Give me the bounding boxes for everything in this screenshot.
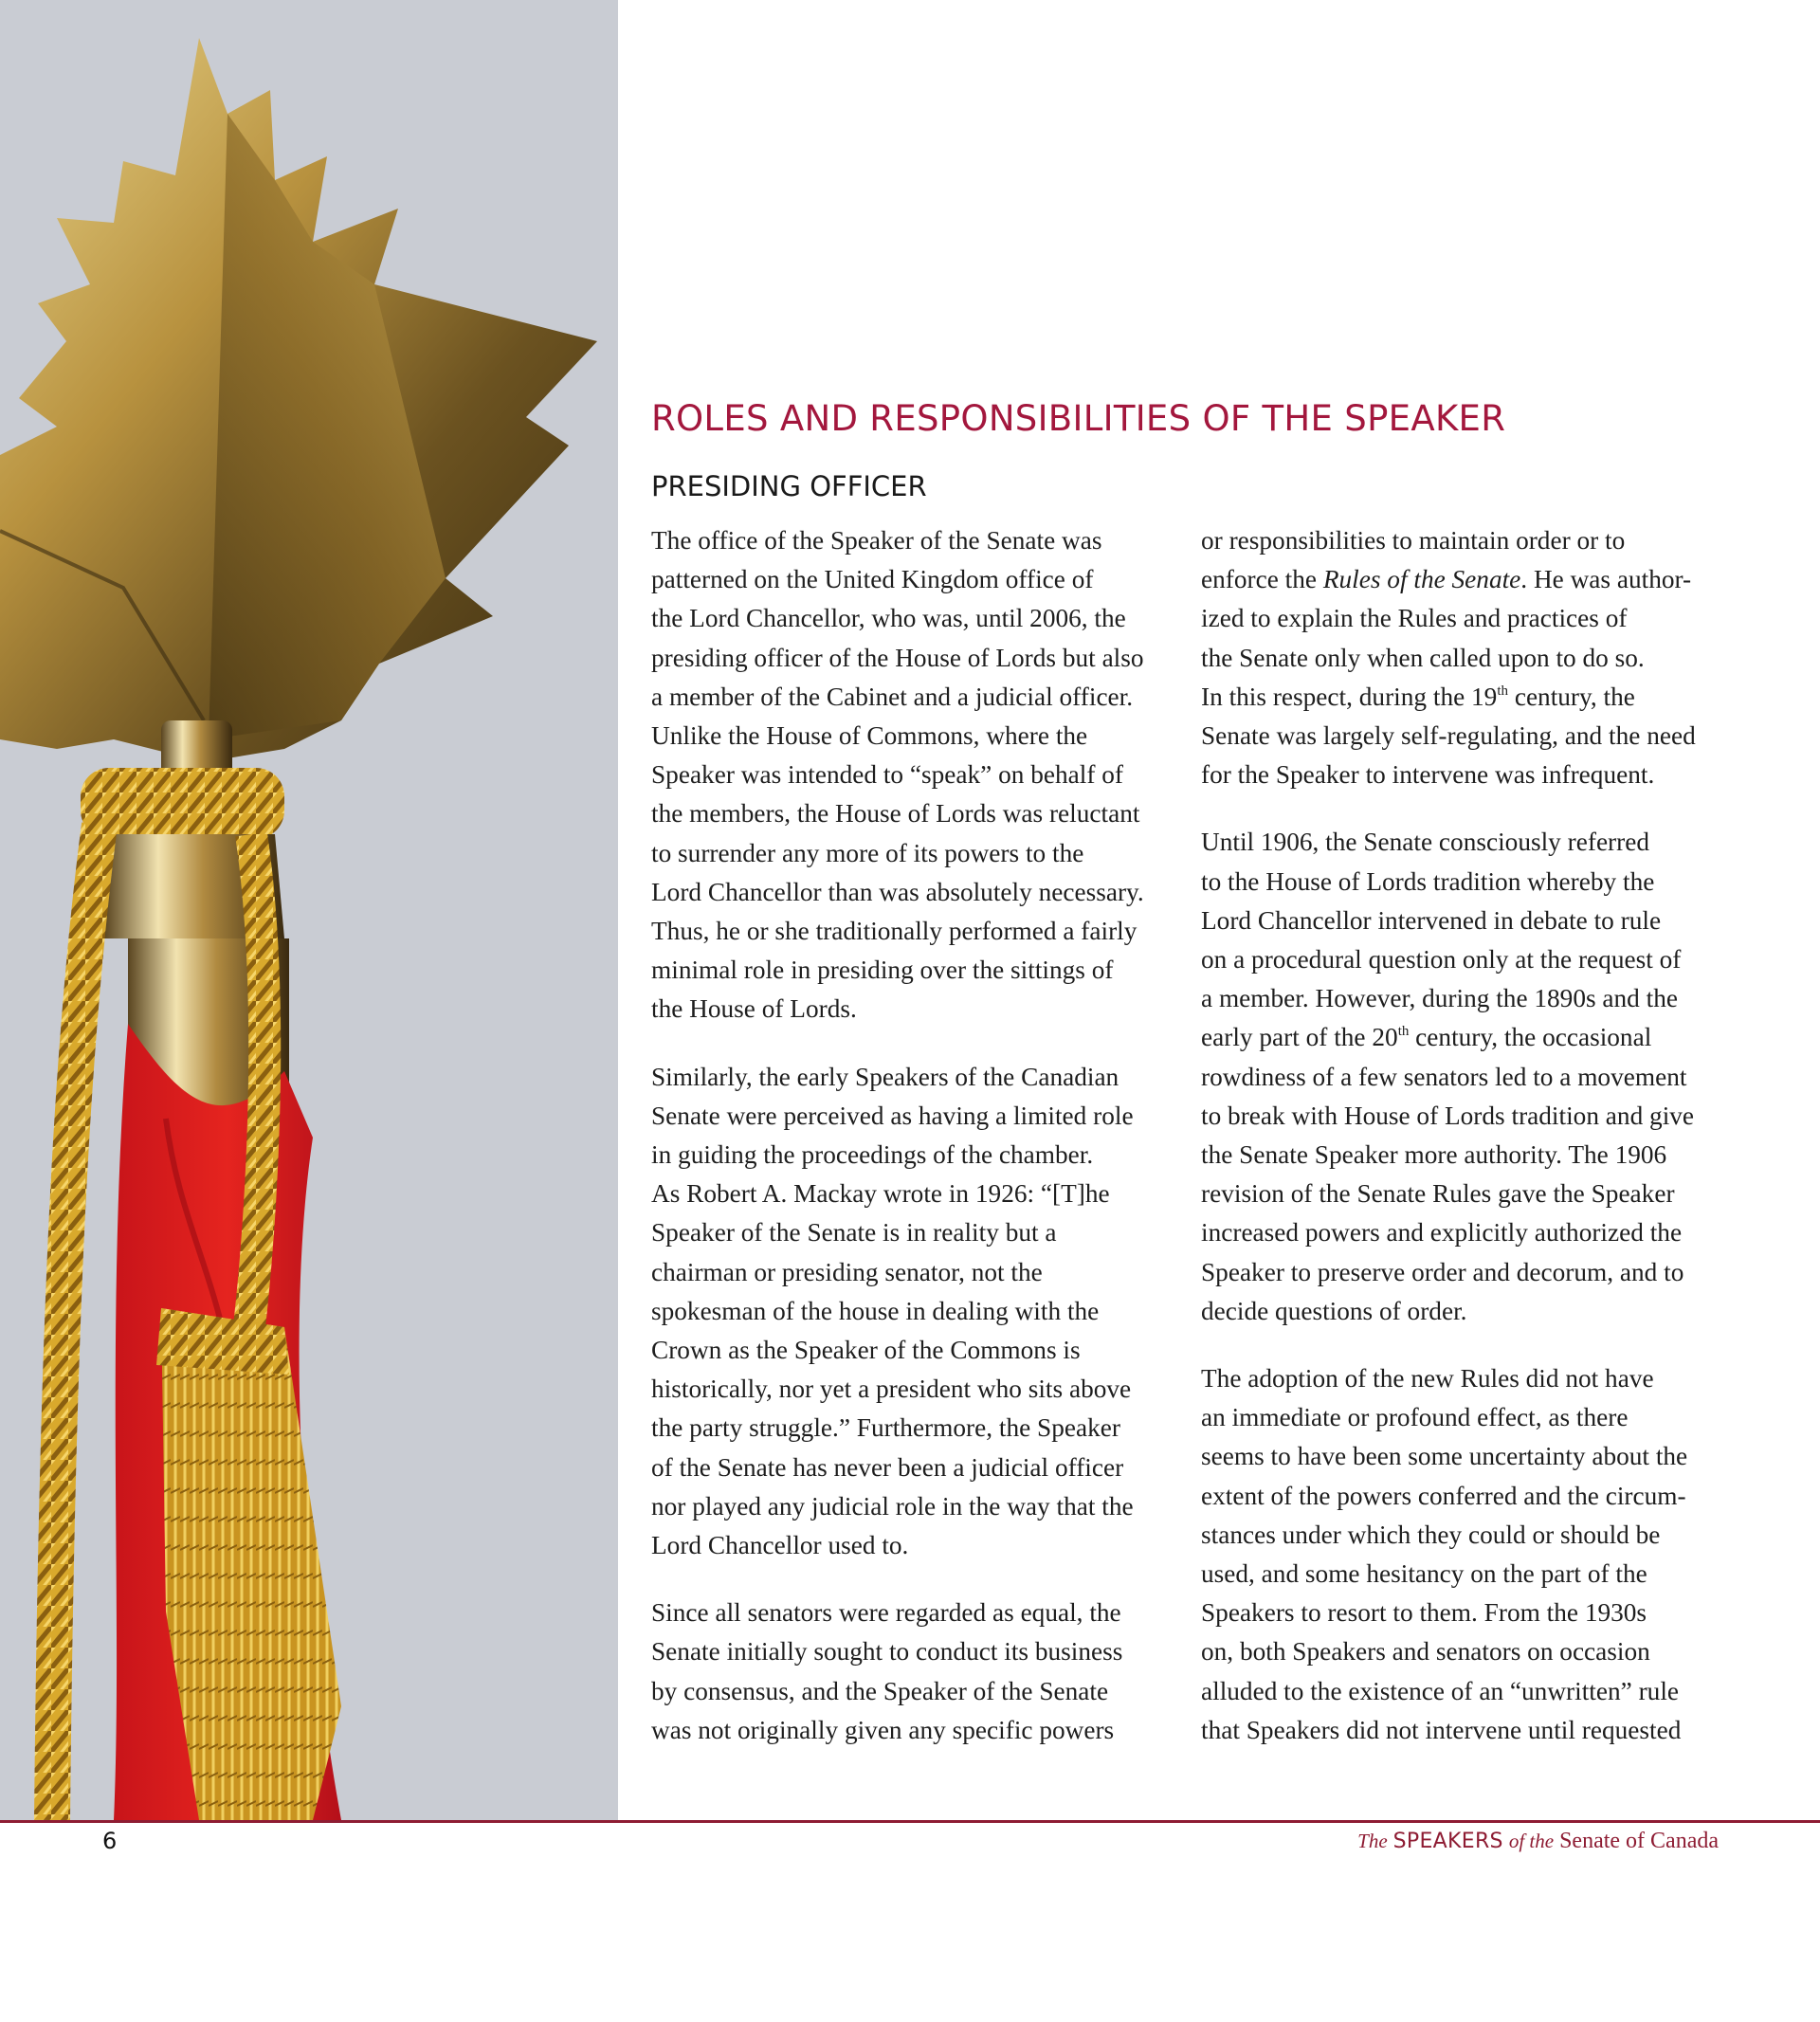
text-line: presiding officer of the House of Lords but also: [651, 643, 1144, 672]
text-line: or responsibilities to maintain order or to: [1201, 526, 1626, 555]
text-line: The office of the Speaker of the Senate was: [651, 526, 1102, 555]
text-line: a member. However, during the 1890s and the: [1201, 984, 1679, 1013]
running-title-rest: Senate of Canada: [1559, 1829, 1719, 1853]
text-line: the House of Lords.: [651, 994, 857, 1024]
text-line: chairman or presiding senator, not the: [651, 1257, 1043, 1286]
text-line: enforce the Rules of the Senate. He was author-: [1201, 565, 1692, 594]
text-line: Similarly, the early Speakers of the Canadian: [651, 1062, 1119, 1091]
text-line: ized to explain the Rules and practices of: [1201, 604, 1628, 633]
text-line: used, and some hesitancy on the part of the: [1201, 1559, 1647, 1589]
running-title-the: The: [1357, 1830, 1388, 1852]
text-line: spokesman of the house in dealing with the: [651, 1296, 1100, 1325]
text-line: a member of the Cabinet and a judicial officer.: [651, 682, 1134, 711]
text-line: Speaker was intended to “speak” on behalf of: [651, 760, 1123, 790]
paragraph: [1201, 823, 1724, 1331]
text-line: to the House of Lords tradition whereby the: [1201, 866, 1655, 896]
text-line: to break with House of Lords tradition and give: [1201, 1101, 1695, 1130]
text-line: rowdiness of a few senators led to a movement: [1201, 1062, 1687, 1091]
paragraph: [1201, 1359, 1724, 1750]
paragraph: [651, 1594, 1171, 1750]
text-line: extent of the powers conferred and the circum-: [1201, 1481, 1686, 1510]
page-number: 6: [102, 1828, 118, 1854]
text-line: Since all senators were regarded as equal, the: [651, 1598, 1121, 1628]
text-line: Speaker of the Senate is in reality but a: [651, 1218, 1057, 1248]
text-line: the Senate only when called upon to do so.: [1201, 643, 1645, 672]
text-column-left: [651, 521, 1171, 1778]
text-line: Unlike the House of Commons, where the: [651, 721, 1088, 751]
text-line: increased powers and explicitly authorized the: [1201, 1218, 1683, 1248]
text-line: alluded to the existence of an “unwritten” rule: [1201, 1676, 1680, 1705]
text-line: the members, the House of Lords was reluctant: [651, 799, 1140, 829]
text-line: on, both Speakers and senators on occasion: [1201, 1637, 1650, 1667]
text-line: the Senate Speaker more authority. The 1906: [1201, 1140, 1667, 1170]
text-line: Speaker to preserve order and decorum, and to: [1201, 1257, 1684, 1286]
text-line: Senate initially sought to conduct its business: [651, 1637, 1123, 1667]
flagpole-photo: [0, 0, 618, 1820]
text-line: by consensus, and the Speaker of the Senate: [651, 1676, 1109, 1705]
text-line: As Robert A. Mackay wrote in 1926: “[T]he: [651, 1179, 1110, 1209]
text-line: Until 1906, the Senate consciously referred: [1201, 828, 1650, 857]
paragraph: [651, 1058, 1171, 1566]
section-title: ROLES AND RESPONSIBILITIES OF THE SPEAKER: [651, 398, 1506, 439]
text-line: Thus, he or she traditionally performed a fairly: [651, 917, 1138, 946]
paragraph: [1201, 521, 1724, 794]
text-line: Senate was largely self-regulating, and the need: [1201, 721, 1696, 751]
maple-leaf-finial-illustration: [0, 0, 618, 1820]
paragraph: [651, 521, 1171, 1029]
text-line: Speakers to resort to them. From the 1930s: [1201, 1598, 1647, 1628]
running-title-speakers: SPEAKERS: [1392, 1830, 1503, 1853]
text-line: Lord Chancellor intervened in debate to rule: [1201, 905, 1662, 935]
subsection-title: PRESIDING OFFICER: [651, 470, 927, 502]
footer-divider: [0, 1820, 1820, 1823]
running-title-of-the: of the: [1508, 1830, 1555, 1852]
rules-of-the-senate-title: Rules of the Senate: [1322, 565, 1521, 594]
text-line: an immediate or profound effect, as there: [1201, 1403, 1629, 1432]
text-line: decide questions of order.: [1201, 1296, 1467, 1325]
text-line: revision of the Senate Rules gave the Speaker: [1201, 1179, 1675, 1209]
text-column-right: [1201, 521, 1724, 1778]
text-line: In this respect, during the 19th century, the: [1201, 682, 1635, 711]
text-line: was not originally given any specific powers: [651, 1715, 1115, 1744]
text-line: minimal role in presiding over the sittings of: [651, 956, 1114, 985]
text-line: seems to have been some uncertainty about the: [1201, 1442, 1688, 1471]
text-line: Crown as the Speaker of the Commons is: [651, 1336, 1081, 1365]
text-line: to surrender any more of its powers to the: [651, 838, 1084, 867]
text-line: nor played any judicial role in the way that the: [651, 1491, 1134, 1521]
text-line: that Speakers did not intervene until requested: [1201, 1715, 1682, 1744]
text-line: the party struggle.” Furthermore, the Speaker: [651, 1413, 1120, 1443]
text-line: early part of the 20th century, the occasional: [1201, 1023, 1652, 1052]
text-line: The adoption of the new Rules did not have: [1201, 1364, 1654, 1394]
text-line: the Lord Chancellor, who was, until 2006, the: [651, 604, 1126, 633]
text-line: of the Senate has never been a judicial officer: [651, 1452, 1124, 1482]
text-line: Lord Chancellor used to.: [651, 1531, 909, 1560]
text-line: Senate were perceived as having a limited role: [651, 1101, 1134, 1130]
text-line: on a procedural question only at the request of: [1201, 945, 1682, 975]
text-line: in guiding the proceedings of the chamber.: [651, 1140, 1094, 1170]
text-line: stances under which they could or should be: [1201, 1520, 1661, 1549]
text-line: patterned on the United Kingdom office of: [651, 565, 1094, 594]
running-title: [1357, 1829, 1719, 1854]
text-line: for the Speaker to intervene was infrequent.: [1201, 760, 1655, 790]
text-line: Lord Chancellor than was absolutely necessary.: [651, 877, 1144, 906]
text-line: historically, nor yet a president who sits above: [651, 1375, 1132, 1404]
